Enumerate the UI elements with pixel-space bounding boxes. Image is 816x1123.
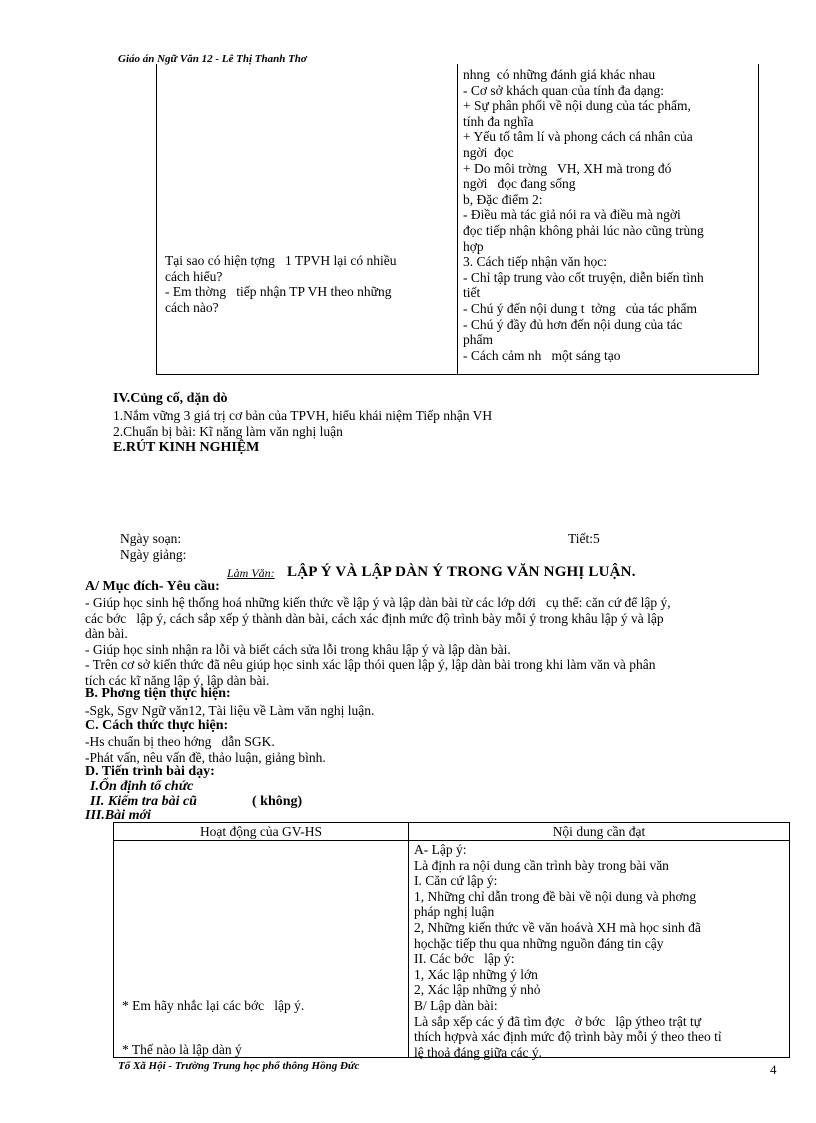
- text-line: - Trên cơ sở kiến thức đã nêu giúp học sinh xác lập thói quen lập ý, lập dàn bài trong khi làm văn và phân: [85, 657, 656, 673]
- text-line: I. Căn cứ lập ý:: [414, 873, 498, 889]
- col-header-activity: Hoạt động của GV-HS: [199, 824, 323, 839]
- text-line: 1, Những chỉ dẫn trong đề bài về nội dung và phơng: [414, 888, 697, 904]
- text-line: hợp: [463, 238, 484, 254]
- question-outline: * Thế nào là lập dàn ý: [122, 1042, 242, 1057]
- text-line: cách hiểu?: [165, 268, 223, 284]
- text-line: 3. Cách tiếp nhận văn học:: [463, 254, 607, 270]
- text-line: 1, Xác lập những ý lớn: [414, 966, 538, 982]
- text-line: lệ thoả đáng giữa các ý.: [414, 1044, 543, 1060]
- part-d-sub1: I.Ổn định tổ chức: [90, 779, 194, 794]
- part-d-sub3: III.Bài mới: [85, 808, 151, 823]
- table-divider: [408, 823, 409, 1057]
- part-d-sub2-note: ( không): [252, 794, 303, 809]
- text-line: - Điều mà tác giả nói ra và điều mà ngời: [463, 207, 681, 223]
- lesson-title: LẬP Ý VÀ LẬP DÀN Ý TRONG VĂN NGHỊ LUẬN.: [287, 564, 636, 580]
- lesson-table: [113, 822, 790, 1058]
- text-line: - Giúp học sinh hệ thống hoá những kiến thức về lập ý và lập dàn bài từ các lớp dới cụ thể: căn cứ để lập ý,: [85, 595, 671, 610]
- tiet-label: Tiết:5: [568, 531, 600, 546]
- part-d-heading: D. Tiến trình bài dạy:: [85, 764, 215, 779]
- text-line: + Sự phân phối về nội dung của tác phẩm,: [463, 98, 691, 114]
- page-number: 4: [770, 1062, 777, 1077]
- section-e-heading: E.RÚT KINH NGHIỆM: [113, 440, 260, 455]
- list-item: 2.Chuẩn bị bài: Kĩ năng làm văn nghị luận: [113, 423, 343, 439]
- text-line: 2, Xác lập những ý nhỏ: [414, 982, 541, 998]
- text-line: + Yếu tố tâm lí và phong cách cá nhân của: [463, 129, 693, 145]
- table1-right-cell: [463, 67, 704, 363]
- table-continued: [156, 64, 759, 375]
- text-line: họchặc tiếp thu qua những nguồn đáng tin cậy: [414, 935, 664, 951]
- text-line: - Cách cảm nh một sáng tạo: [463, 347, 621, 363]
- text-line: + Do môi trờng VH, XH mà trong đó: [463, 160, 672, 176]
- text-line: ngời đọc đang sống: [463, 176, 576, 192]
- part-a-body: [85, 595, 671, 689]
- table1-left-cell: [165, 253, 396, 315]
- text-line: - Chú ý đến nội dung t tởng của tác phẩm: [463, 300, 697, 316]
- list-item: 1.Nắm vững 3 giá trị cơ bản của TPVH, hiểu khái niệm Tiếp nhận VH: [113, 408, 493, 423]
- text-line: dàn bài.: [85, 626, 128, 642]
- list-item: -Phát vấn, nêu vấn đề, thảo luận, giảng bình.: [85, 749, 326, 765]
- part-a-heading: A/ Mục đích- Yêu cầu:: [85, 579, 220, 594]
- text-line: ngời đọc: [463, 144, 514, 160]
- text-line: b, Đặc điểm 2:: [463, 191, 543, 207]
- text-line: 2, Những kiến thức về văn hoávà XH mà học sinh đã: [414, 919, 701, 935]
- part-b-heading: B. Phơng tiện thực hiện:: [85, 686, 231, 701]
- section-4-list: [113, 408, 492, 439]
- text-line: - Cơ sở khách quan của tính đa dạng:: [463, 82, 664, 98]
- text-line: Tại sao có hiện tợng 1 TPVH lại có nhiều: [165, 253, 397, 268]
- page-footer: Tổ Xã Hội - Trường Trung học phổ thông Hồng Đức: [118, 1060, 360, 1072]
- page-header: Giáo án Ngữ Văn 12 - Lê Thị Thanh Thơ: [118, 53, 307, 65]
- text-line: - Chỉ tập trung vào cốt truyện, diễn biến tình: [463, 269, 704, 285]
- text-line: nhng có những đánh giá khác nhau: [463, 67, 656, 82]
- text-line: Là sắp xếp các ý đã tìm đợc ở bớc lập ýtheo trật tự: [414, 1013, 702, 1029]
- part-c-body: [85, 734, 326, 765]
- subject-label: Làm Văn:: [227, 566, 275, 580]
- text-line: thích hợpvà xác định mức độ trình bày mỗi ý theo theo tỉ: [414, 1029, 722, 1045]
- table-divider: [457, 64, 458, 374]
- text-line: tính đa nghĩa: [463, 113, 534, 129]
- ngay-giang: Ngày giảng:: [120, 547, 187, 562]
- text-line: pháp nghị luận: [414, 904, 495, 920]
- text-line: tiết: [463, 285, 481, 301]
- text-line: - Em thờng tiếp nhận TP VH theo những: [165, 284, 392, 300]
- section-4-heading: IV.Củng cố, dặn dò: [113, 391, 228, 406]
- part-b-line: -Sgk, Sgv Ngữ văn12, Tài liệu về Làm văn nghị luận.: [85, 703, 375, 718]
- ngay-soan: Ngày soạn:: [120, 531, 182, 546]
- text-line: II. Các bớc lập ý:: [414, 951, 515, 967]
- text-line: các bớc lập ý, cách sắp xếp ý thành dàn bài, cách xác định mức độ trình bày mỗi ý trong khâu lập ý và lập: [85, 610, 664, 626]
- question-steps: * Em hãy nhắc lại các bớc lập ý.: [122, 998, 305, 1013]
- text-line: - Chú ý đầy đủ hơn đến nội dung của tác: [463, 316, 683, 332]
- part-c-heading: C. Cách thức thực hiện:: [85, 718, 229, 733]
- text-line: phẩm: [463, 332, 493, 348]
- part-d-sub2: II. Kiểm tra bài cũ: [90, 794, 197, 809]
- text-line: đọc tiếp nhận không phải lúc nào cũng trùng: [463, 222, 704, 238]
- text-line: - Giúp học sinh nhận ra lỗi và biết cách sửa lỗi trong khâu lập ý và lập dàn bài.: [85, 641, 511, 657]
- list-item: -Hs chuẩn bị theo hớng dẫn SGK.: [85, 734, 275, 749]
- text-line: A- Lập ý:: [414, 842, 467, 857]
- text-line: B/ Lập dàn bài:: [414, 997, 498, 1013]
- col-header-content: Nội dung cần đạt: [552, 824, 646, 839]
- text-line: cách nào?: [165, 299, 219, 315]
- text-line: tích các kĩ năng lập ý, lập dàn bài.: [85, 672, 270, 688]
- text-line: Là định ra nội dung cần trình bày trong bài văn: [414, 857, 669, 873]
- table2-right-cell: [414, 842, 722, 1060]
